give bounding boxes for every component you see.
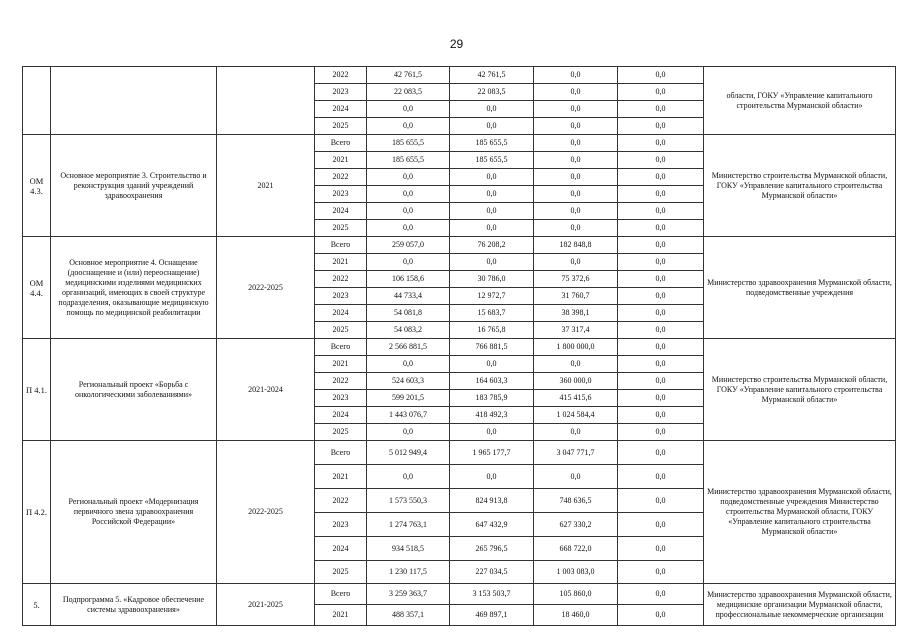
row-other-sources: 0,0 — [618, 237, 704, 254]
row-total: 524 603,3 — [367, 373, 450, 390]
row-regional-budget: 3 153 503,7 — [450, 584, 534, 605]
row-federal-budget: 182 848,8 — [534, 237, 618, 254]
block-executor: области, ГОКУ «Управление капитального строительства Мурманской области» — [704, 67, 896, 135]
row-total: 44 733,4 — [367, 288, 450, 305]
row-year: 2022 — [315, 169, 367, 186]
block-period: 2021-2024 — [217, 339, 315, 441]
row-regional-budget: 0,0 — [450, 254, 534, 271]
table-row — [23, 339, 896, 356]
row-federal-budget: 37 317,4 — [534, 322, 618, 339]
row-year: Всего — [315, 237, 367, 254]
row-year: 2024 — [315, 101, 367, 118]
row-other-sources: 0,0 — [618, 605, 704, 626]
row-total: 0,0 — [367, 220, 450, 237]
row-federal-budget: 627 330,2 — [534, 513, 618, 537]
row-regional-budget: 0,0 — [450, 424, 534, 441]
row-total: 0,0 — [367, 101, 450, 118]
row-federal-budget: 668 722,0 — [534, 537, 618, 561]
row-federal-budget: 0,0 — [534, 135, 618, 152]
block-code: 5. — [23, 584, 51, 626]
row-federal-budget: 360 000,0 — [534, 373, 618, 390]
row-federal-budget: 0,0 — [534, 424, 618, 441]
row-regional-budget: 766 881,5 — [450, 339, 534, 356]
row-federal-budget: 0,0 — [534, 186, 618, 203]
row-year: 2023 — [315, 84, 367, 101]
row-other-sources: 0,0 — [618, 513, 704, 537]
row-federal-budget: 31 760,7 — [534, 288, 618, 305]
row-other-sources: 0,0 — [618, 203, 704, 220]
row-regional-budget: 76 208,2 — [450, 237, 534, 254]
row-regional-budget: 0,0 — [450, 220, 534, 237]
block-code: ОМ 4.4. — [23, 237, 51, 339]
row-total: 0,0 — [367, 186, 450, 203]
row-federal-budget: 0,0 — [534, 203, 618, 220]
block-name — [51, 67, 217, 135]
row-total: 488 357,1 — [367, 605, 450, 626]
row-federal-budget: 18 460,0 — [534, 605, 618, 626]
row-other-sources: 0,0 — [618, 441, 704, 465]
row-year: 2021 — [315, 356, 367, 373]
row-federal-budget: 1 800 000,0 — [534, 339, 618, 356]
row-other-sources: 0,0 — [618, 407, 704, 424]
row-regional-budget: 12 972,7 — [450, 288, 534, 305]
row-regional-budget: 824 913,8 — [450, 489, 534, 513]
row-other-sources: 0,0 — [618, 339, 704, 356]
row-federal-budget: 0,0 — [534, 169, 618, 186]
row-federal-budget: 75 372,6 — [534, 271, 618, 288]
budget-table-body — [23, 67, 896, 626]
row-other-sources: 0,0 — [618, 152, 704, 169]
row-total: 0,0 — [367, 203, 450, 220]
row-regional-budget: 164 603,3 — [450, 373, 534, 390]
row-other-sources: 0,0 — [618, 186, 704, 203]
row-total: 259 057,0 — [367, 237, 450, 254]
block-name: Региональный проект «Модернизация первичного звена здравоохранения Российской Федерации» — [51, 441, 217, 584]
row-year: 2024 — [315, 407, 367, 424]
row-total: 42 761,5 — [367, 67, 450, 84]
row-other-sources: 0,0 — [618, 322, 704, 339]
block-executor: Министерство здравоохранения Мурманской области, медицинские организации Мурманской области, профессиональные некоммерческие организации — [704, 584, 896, 626]
block-name: Подпрограмма 5. «Кадровое обеспечение системы здравоохранения» — [51, 584, 217, 626]
row-regional-budget: 647 432,9 — [450, 513, 534, 537]
row-regional-budget: 185 655,5 — [450, 135, 534, 152]
row-year: 2021 — [315, 254, 367, 271]
row-total: 54 081,8 — [367, 305, 450, 322]
block-name: Региональный проект «Борьба с онкологическими заболеваниями» — [51, 339, 217, 441]
row-other-sources: 0,0 — [618, 465, 704, 489]
block-period — [217, 67, 315, 135]
row-total: 2 566 881,5 — [367, 339, 450, 356]
row-federal-budget: 0,0 — [534, 84, 618, 101]
row-regional-budget: 16 765,8 — [450, 322, 534, 339]
row-other-sources: 0,0 — [618, 424, 704, 441]
row-other-sources: 0,0 — [618, 169, 704, 186]
row-regional-budget: 0,0 — [450, 169, 534, 186]
row-year: 2023 — [315, 186, 367, 203]
row-year: 2022 — [315, 373, 367, 390]
row-year: 2024 — [315, 305, 367, 322]
row-year: 2023 — [315, 513, 367, 537]
table-row — [23, 67, 896, 84]
row-total: 106 158,6 — [367, 271, 450, 288]
row-regional-budget: 469 897,1 — [450, 605, 534, 626]
row-regional-budget: 183 785,9 — [450, 390, 534, 407]
table-row — [23, 584, 896, 605]
block-period: 2022-2025 — [217, 237, 315, 339]
table-row — [23, 135, 896, 152]
row-total: 185 655,5 — [367, 135, 450, 152]
row-other-sources: 0,0 — [618, 584, 704, 605]
row-other-sources: 0,0 — [618, 305, 704, 322]
row-total: 0,0 — [367, 465, 450, 489]
row-other-sources: 0,0 — [618, 288, 704, 305]
row-federal-budget: 0,0 — [534, 220, 618, 237]
row-year: Всего — [315, 339, 367, 356]
row-regional-budget: 0,0 — [450, 186, 534, 203]
row-year: 2025 — [315, 118, 367, 135]
row-year: 2023 — [315, 288, 367, 305]
block-period: 2021-2025 — [217, 584, 315, 626]
row-other-sources: 0,0 — [618, 271, 704, 288]
row-other-sources: 0,0 — [618, 118, 704, 135]
row-federal-budget: 3 047 771,7 — [534, 441, 618, 465]
row-regional-budget: 418 492,3 — [450, 407, 534, 424]
row-regional-budget: 1 965 177,7 — [450, 441, 534, 465]
row-regional-budget: 15 683,7 — [450, 305, 534, 322]
row-year: 2022 — [315, 271, 367, 288]
row-total: 1 274 763,1 — [367, 513, 450, 537]
row-regional-budget: 0,0 — [450, 203, 534, 220]
row-other-sources: 0,0 — [618, 390, 704, 407]
row-regional-budget: 265 796,5 — [450, 537, 534, 561]
row-other-sources: 0,0 — [618, 220, 704, 237]
row-regional-budget: 185 655,5 — [450, 152, 534, 169]
row-year: 2024 — [315, 203, 367, 220]
row-other-sources: 0,0 — [618, 537, 704, 561]
row-other-sources: 0,0 — [618, 135, 704, 152]
table-row — [23, 237, 896, 254]
row-federal-budget: 748 636,5 — [534, 489, 618, 513]
block-period: 2021 — [217, 135, 315, 237]
row-regional-budget: 227 034,5 — [450, 561, 534, 584]
block-code: П 4.2. — [23, 441, 51, 584]
row-year: 2021 — [315, 152, 367, 169]
block-executor: Министерство здравоохранения Мурманской области, подведомственные учреждения — [704, 237, 896, 339]
row-regional-budget: 0,0 — [450, 465, 534, 489]
row-year: Всего — [315, 135, 367, 152]
row-regional-budget: 22 083,5 — [450, 84, 534, 101]
block-code: П 4.1. — [23, 339, 51, 441]
row-other-sources: 0,0 — [618, 84, 704, 101]
row-total: 0,0 — [367, 356, 450, 373]
row-federal-budget: 1 003 083,0 — [534, 561, 618, 584]
row-regional-budget: 0,0 — [450, 101, 534, 118]
row-other-sources: 0,0 — [618, 67, 704, 84]
row-total: 1 443 076,7 — [367, 407, 450, 424]
block-executor: Министерство строительства Мурманской области, ГОКУ «Управление капитального строительства Мурманской области» — [704, 339, 896, 441]
row-total: 1 230 117,5 — [367, 561, 450, 584]
row-federal-budget: 0,0 — [534, 152, 618, 169]
block-period: 2022-2025 — [217, 441, 315, 584]
block-executor: Министерство строительства Мурманской области, ГОКУ «Управление капитального строительства Мурманской области» — [704, 135, 896, 237]
row-federal-budget: 0,0 — [534, 254, 618, 271]
row-total: 599 201,5 — [367, 390, 450, 407]
row-federal-budget: 38 398,1 — [534, 305, 618, 322]
row-regional-budget: 0,0 — [450, 356, 534, 373]
row-federal-budget: 415 415,6 — [534, 390, 618, 407]
row-total: 934 518,5 — [367, 537, 450, 561]
row-total: 3 259 363,7 — [367, 584, 450, 605]
page-number: 29 — [449, 37, 464, 51]
row-federal-budget: 0,0 — [534, 101, 618, 118]
row-year: 2025 — [315, 424, 367, 441]
row-total: 54 083,2 — [367, 322, 450, 339]
row-other-sources: 0,0 — [618, 373, 704, 390]
row-other-sources: 0,0 — [618, 101, 704, 118]
row-year: 2021 — [315, 605, 367, 626]
row-federal-budget: 105 860,0 — [534, 584, 618, 605]
block-name: Основное мероприятие 3. Строительство и реконструкция зданий учреждений здравоохранения — [51, 135, 217, 237]
row-year: 2024 — [315, 537, 367, 561]
row-federal-budget: 0,0 — [534, 118, 618, 135]
row-other-sources: 0,0 — [618, 489, 704, 513]
block-executor: Министерство здравоохранения Мурманской области, подведомственные учреждения Министерство строительства Мурманской области, ГОКУ «Управление капитального строительства Мурманской области» — [704, 441, 896, 584]
row-year: 2023 — [315, 390, 367, 407]
block-name: Основное мероприятие 4. Оснащение (дооснащение и (или) переоснащение) медицинскими изделиями медицинских организаций, имеющих в своей структуре подразделения, оказывающие медицинскую помощь по медицинской реабилитации — [51, 237, 217, 339]
row-regional-budget: 0,0 — [450, 118, 534, 135]
row-other-sources: 0,0 — [618, 561, 704, 584]
row-federal-budget: 0,0 — [534, 356, 618, 373]
row-total: 5 012 949,4 — [367, 441, 450, 465]
row-federal-budget: 0,0 — [534, 67, 618, 84]
row-total: 1 573 550,3 — [367, 489, 450, 513]
row-total: 0,0 — [367, 424, 450, 441]
row-federal-budget: 1 024 584,4 — [534, 407, 618, 424]
row-other-sources: 0,0 — [618, 356, 704, 373]
row-total: 185 655,5 — [367, 152, 450, 169]
row-year: 2025 — [315, 220, 367, 237]
block-code: ОМ 4.3. — [23, 135, 51, 237]
row-year: 2022 — [315, 489, 367, 513]
row-year: Всего — [315, 584, 367, 605]
row-year: 2021 — [315, 465, 367, 489]
table-row — [23, 441, 896, 465]
row-total: 0,0 — [367, 254, 450, 271]
row-total: 0,0 — [367, 118, 450, 135]
budget-table — [22, 66, 896, 626]
row-regional-budget: 30 786,0 — [450, 271, 534, 288]
row-year: 2025 — [315, 561, 367, 584]
row-total: 0,0 — [367, 169, 450, 186]
row-year: 2022 — [315, 67, 367, 84]
block-code — [23, 67, 51, 135]
row-federal-budget: 0,0 — [534, 465, 618, 489]
row-year: Всего — [315, 441, 367, 465]
row-regional-budget: 42 761,5 — [450, 67, 534, 84]
row-total: 22 083,5 — [367, 84, 450, 101]
row-other-sources: 0,0 — [618, 254, 704, 271]
row-year: 2025 — [315, 322, 367, 339]
